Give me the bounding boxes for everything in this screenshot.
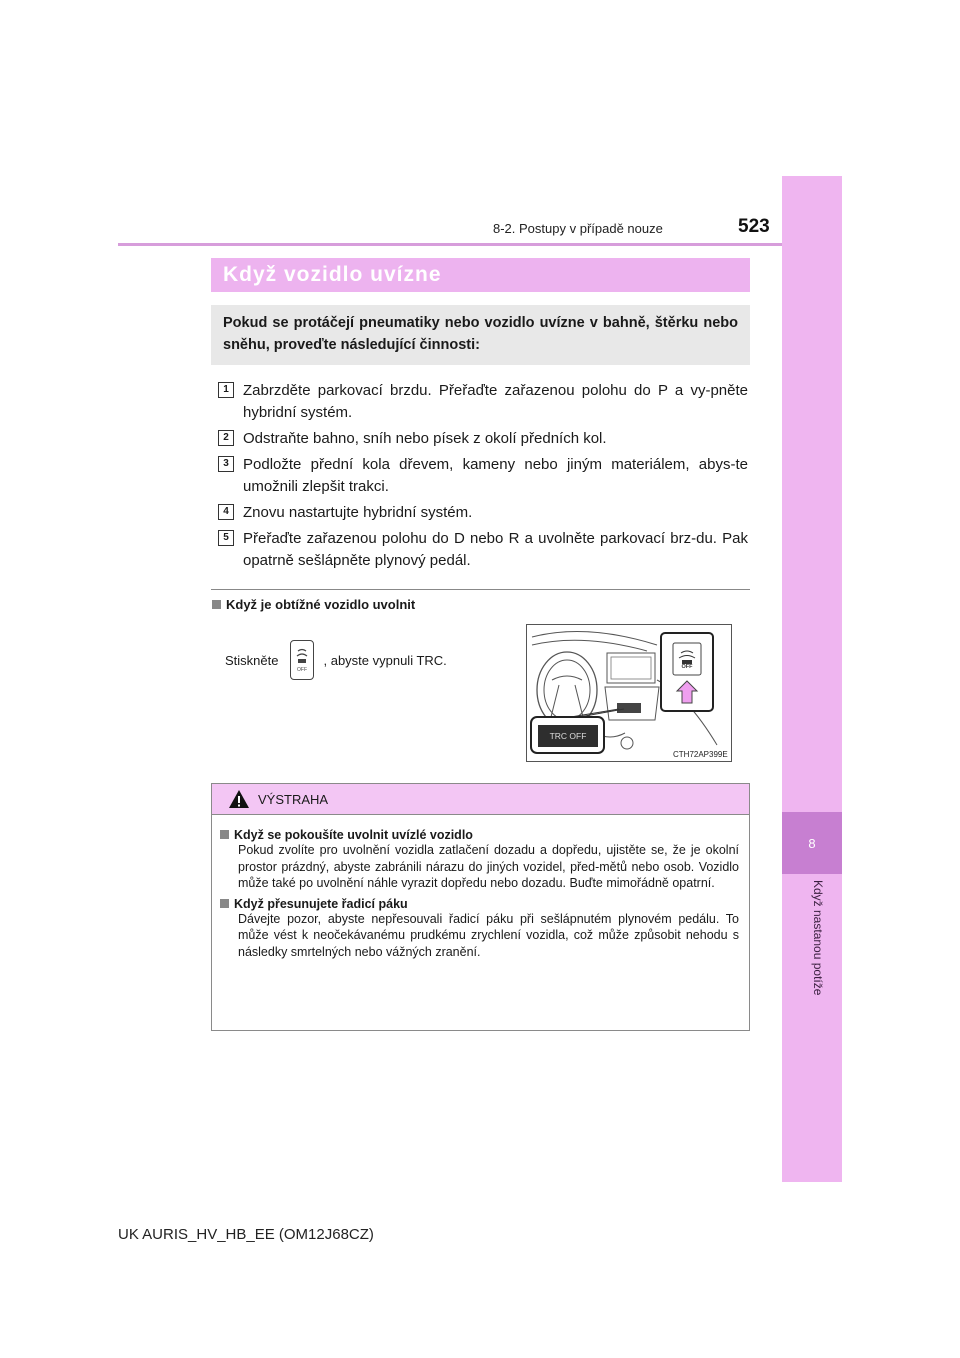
chapter-side-tab bbox=[782, 176, 842, 1182]
warning-title: VÝSTRAHA bbox=[258, 791, 329, 807]
step-3 bbox=[218, 454, 748, 498]
step-number: 2 bbox=[218, 430, 234, 446]
chapter-title: Když nastanou potíže bbox=[811, 880, 825, 996]
off-button-label: OFF bbox=[681, 664, 693, 670]
square-bullet-icon bbox=[220, 830, 229, 839]
warning-box bbox=[211, 783, 750, 1031]
step-text: Zabrzděte parkovací brzdu. Přeřaďte zařazenou polohu do P a vy-pněte hybridní systém. bbox=[243, 382, 748, 421]
page-number: 523 bbox=[738, 216, 770, 237]
intro-box: Pokud se protáčejí pneumatiky nebo vozidlo uvízne v bahně, štěrku nebo sněhu, proveďte následující činnosti: bbox=[211, 305, 750, 365]
step-4 bbox=[218, 502, 748, 524]
press-text-after: , abyste vypnuli TRC. bbox=[323, 652, 447, 668]
dashboard-illustration bbox=[526, 624, 732, 762]
square-bullet-icon bbox=[212, 600, 221, 609]
step-number: 3 bbox=[218, 456, 234, 472]
warning-item-heading: Když se pokoušíte uvolnit uvízlé vozidlo bbox=[220, 828, 739, 842]
step-number: 1 bbox=[218, 382, 234, 398]
warning-item-text: Dávejte pozor, abyste nepřesouvali řadicí páku při sešlápnutém plynovém pedálu. To může vést k neočekávanému prudkému zrychlení vozidla, což může způsobit nehodu s následky smrtelných nebo vážných zranění. bbox=[238, 911, 739, 959]
step-text: Odstraňte bahno, sníh nebo písek z okolí předních kol. bbox=[243, 430, 607, 447]
svg-text:OFF: OFF bbox=[297, 667, 308, 673]
press-text-before: Stiskněte bbox=[225, 652, 279, 668]
footer-code: UK AURIS_HV_HB_EE (OM12J68CZ) bbox=[118, 1226, 374, 1243]
warning-header bbox=[212, 784, 749, 815]
warning-triangle-icon bbox=[228, 789, 250, 809]
figure-code: CTH72AP399E bbox=[673, 750, 728, 759]
section-header: 8-2. Postupy v případě nouze bbox=[493, 221, 663, 236]
trc-off-button-icon bbox=[290, 640, 314, 680]
trc-off-indicator: TRC OFF bbox=[549, 731, 587, 741]
step-5 bbox=[218, 528, 748, 572]
step-text: Podložte přední kola dřevem, kameny nebo jiným materiálem, abys-te umožnili zlepšit trakci. bbox=[243, 456, 748, 495]
warning-item-heading: Když přesunujete řadicí páku bbox=[220, 897, 739, 911]
header-rule bbox=[118, 243, 782, 246]
subsection-heading: Když je obtížné vozidlo uvolnit bbox=[212, 597, 415, 612]
step-number: 4 bbox=[218, 504, 234, 520]
step-text: Přeřaďte zařazenou polohu do D nebo R a uvolněte parkovací brz-du. Pak opatrně sešlápněte plynový pedál. bbox=[243, 530, 748, 569]
warning-body bbox=[212, 815, 749, 960]
press-instruction bbox=[225, 640, 447, 680]
step-text: Znovu nastartujte hybridní systém. bbox=[243, 504, 473, 521]
section-divider bbox=[211, 589, 750, 590]
warning-item-text: Pokud zvolíte pro uvolnění vozidla zatlačení dozadu a dopředu, ujistěte se, že je okolní prostor prázdný, abyste zabránili nárazu do jiných vozidel, před-mětů nebo osob. Vozidlo může také po uvolnění náhle vyrazit dopředu nebo dozadu. Buďte mimořádně opatrní. bbox=[238, 843, 739, 890]
step-1 bbox=[218, 380, 748, 424]
square-bullet-icon bbox=[220, 899, 229, 908]
step-2 bbox=[218, 428, 748, 450]
page-title: Když vozidlo uvízne bbox=[211, 258, 750, 292]
chapter-number: 8 bbox=[782, 812, 842, 874]
step-number: 5 bbox=[218, 530, 234, 546]
